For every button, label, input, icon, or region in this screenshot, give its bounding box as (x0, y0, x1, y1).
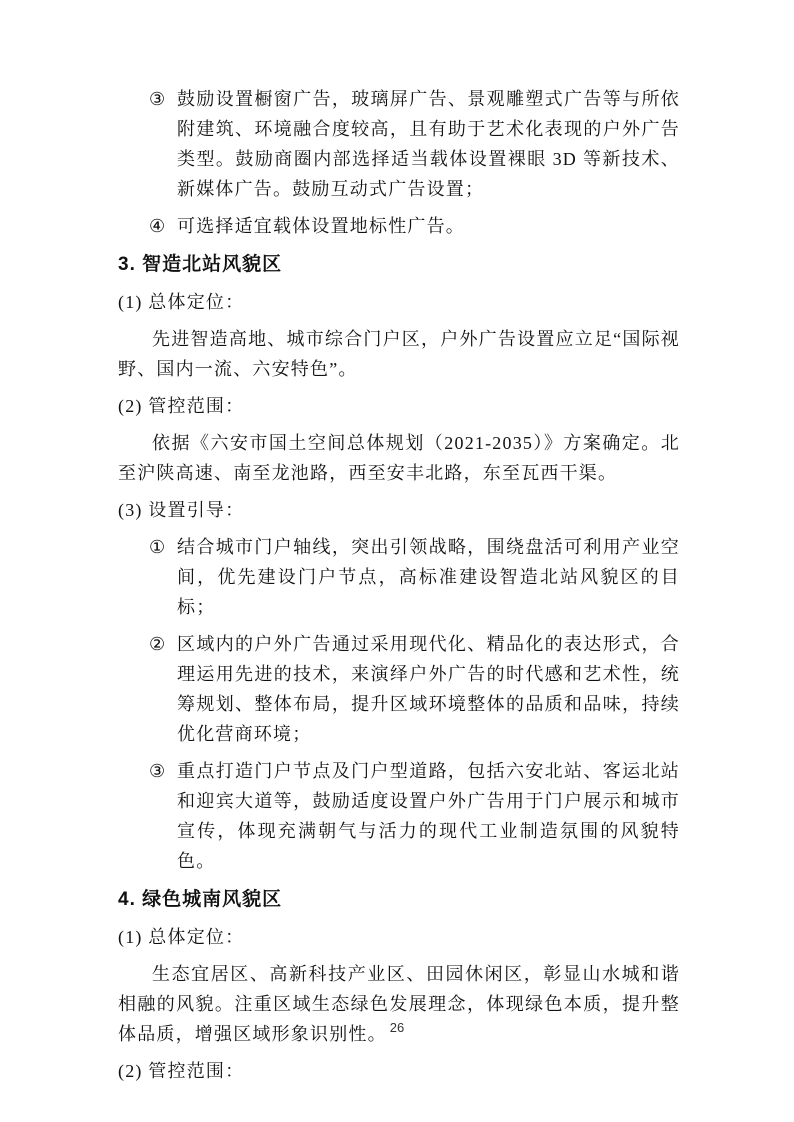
list-marker: ④ (149, 216, 166, 236)
list-item (118, 532, 680, 622)
page-number: 26 (389, 1020, 405, 1035)
sub-label: (1) 总体定位： (118, 292, 245, 312)
list-marker: ③ (149, 89, 166, 109)
list-item-text: 重点打造门户节点及门户型道路，包括六安北站、客运北站和迎宾大道等，鼓励适度设置户外广告用于门户展示和城市宣传，体现充满朝气与活力的现代工业制造氛围的风貌特色。 (177, 761, 680, 871)
list-item (118, 84, 680, 204)
list-marker: ③ (149, 761, 166, 781)
paragraph: 依据《六安市国土空间总体规划（2021-2035）》方案确定。北至沪陕高速、南至龙池路，西至安丰北路，东至瓦西干渠。 (118, 433, 680, 483)
document-content (118, 84, 680, 1093)
sub-label: (2) 管控范围： (118, 396, 245, 416)
paragraph: 生态宜居区、高新科技产业区、田园休闲区，彰显山水城和谐相融的风貌。注重区域生态绿色发展理念，体现绿色本质，提升整体品质，增强区域形象识别性。 (118, 964, 680, 1044)
list-marker: ① (149, 537, 166, 557)
sub-label: (2) 管控范围： (118, 1061, 245, 1081)
section-heading: 4. 绿色城南风貌区 (118, 889, 283, 910)
section-heading: 3. 智造北站风貌区 (118, 254, 283, 275)
paragraph: 先进智造高地、城市综合门户区，户外广告设置应立足“国际视野、国内一流、六安特色”。 (118, 329, 680, 379)
list-item (118, 211, 680, 241)
list-item-text: 区域内的户外广告通过采用现代化、精品化的表达形式，合理运用先进的技术，来演绎户外广告的时代感和艺术性，统筹规划、整体布局，提升区域环境整体的品质和品味，持续优化营商环境； (177, 634, 680, 744)
sub-label: (1) 总体定位： (118, 927, 245, 947)
list-item-text: 可选择适宜载体设置地标性广告。 (177, 216, 465, 236)
list-marker: ② (149, 634, 166, 654)
list-item-text: 鼓励设置橱窗广告，玻璃屏广告、景观雕塑式广告等与所依附建筑、环境融合度较高，且有助于艺术化表现的户外广告类型。鼓励商圈内部选择适当载体设置裸眼 3D 等新技术、新媒体广告。鼓励互动式广告设置； (177, 89, 680, 199)
list-item-text: 结合城市门户轴线，突出引领战略，围绕盘活可利用产业空间，优先建设门户节点，高标准建设智造北站风貌区的目标； (177, 537, 680, 617)
list-item (118, 629, 680, 749)
list-item (118, 756, 680, 876)
sub-label: (3) 设置引导： (118, 500, 245, 520)
